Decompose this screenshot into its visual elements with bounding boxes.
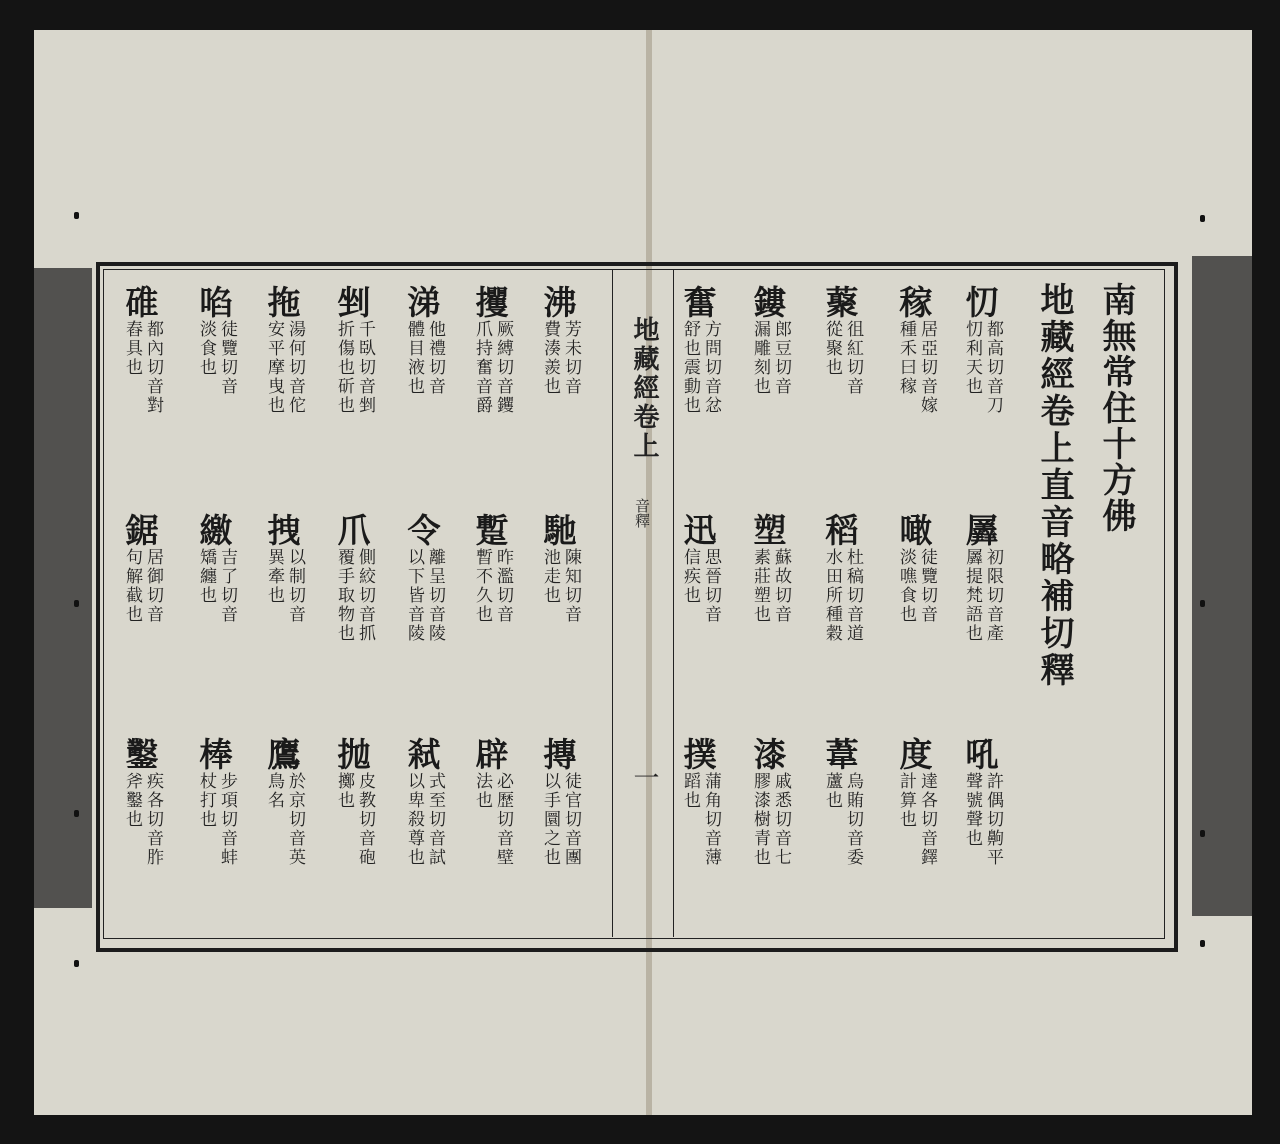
gloss-line: 皮教切音砲 [355,772,375,867]
gloss-text [196,548,236,624]
gloss-line: 擲也 [334,772,354,810]
gloss-line: 蘆也 [822,772,842,810]
gloss-line: 都高切音刀 [983,320,1003,415]
gloss-line: 側絞切音抓 [355,548,375,643]
gloss-line: 費湊羨也 [540,320,560,396]
gloss-entry [334,283,375,415]
gloss-text [540,772,580,867]
gloss-entry [472,511,513,624]
gloss-line: 法也 [472,772,492,810]
gloss-entry [472,283,513,415]
gloss-entry [196,735,237,867]
gloss-text [750,772,790,867]
gloss-entry [264,511,305,624]
headword: 奮 [683,283,717,322]
gloss-entry [896,283,937,415]
headword: 攫 [475,283,509,322]
gloss-text [896,772,936,867]
headword: 辟 [475,735,509,774]
gloss-text [896,320,936,415]
gloss-text [822,548,862,643]
gloss-line: 烏賄切音委 [843,772,863,867]
gloss-text [404,548,444,643]
gloss-text [264,548,304,624]
headword: 吼 [965,735,999,774]
gloss-text [334,772,374,867]
gloss-line: 達各切音鐸 [917,772,937,867]
gloss-line: 厥縛切音钁 [493,320,513,415]
headword: 塑 [753,511,787,550]
gloss-line: 徒官切音團 [561,772,581,867]
gloss-entry [822,511,863,643]
gloss-entry [540,735,581,867]
gloss-line: 居亞切音嫁 [917,320,937,415]
gloss-line: 以手圜之也 [540,772,560,867]
gloss-line: 戚悉切音七 [771,772,791,867]
gloss-line: 湯何切音佗 [285,320,305,415]
gloss-line: 安平摩曳也 [264,320,284,415]
binding-hole [1200,215,1205,222]
gloss-line: 芳未切音 [561,320,581,396]
banxin-subtitle: 音釋 [633,498,651,528]
gloss-text [264,772,304,867]
gloss-text [122,320,162,415]
gloss-text [822,772,862,867]
gloss-entry [122,735,163,867]
gloss-entry [334,511,375,643]
gloss-line: 淡食也 [196,320,216,377]
headword: 沸 [543,283,577,322]
gloss-line: 疾各切音胙 [143,772,163,867]
gloss-entry [962,511,1003,643]
gloss-line: 徒覽切音 [217,320,237,396]
banxin-leaf-number: 一 [629,764,659,790]
headword: 抛 [337,735,371,774]
gloss-line: 居御切音 [143,548,163,624]
gloss-line: 以卑殺尊也 [404,772,424,867]
gloss-text [472,320,512,415]
headword: 度 [899,735,933,774]
binding-hole [74,212,79,219]
gloss-text [334,320,374,415]
headword: 爪 [337,511,371,550]
gloss-line: 以下皆音陵 [404,548,424,643]
headword: 碓 [125,283,159,322]
gloss-text [962,320,1002,415]
gloss-text [962,548,1002,643]
headword: 鷹 [267,735,301,774]
gloss-entry [822,735,863,867]
headword: 鑿 [125,735,159,774]
gloss-line: 杖打也 [196,772,216,829]
right-ink-edge [1192,256,1252,916]
gloss-line: 他禮切音 [425,320,445,396]
gloss-line: 折傷也斫也 [334,320,354,415]
gloss-entry [404,511,445,643]
headword: 稻 [825,511,859,550]
gloss-entry [334,735,375,867]
gloss-line: 體目液也 [404,320,424,396]
gloss-line: 舂具也 [122,320,142,377]
gloss-text [196,772,236,867]
gloss-line: 鳥名 [264,772,284,810]
gloss-line: 蘇故切音 [771,548,791,624]
headword: 拽 [267,511,301,550]
binding-hole [1200,600,1205,607]
gloss-line: 千臥切音剉 [355,320,375,415]
headword: 羼 [965,511,999,550]
gloss-text [750,320,790,396]
gloss-line: 池走也 [540,548,560,605]
gloss-line: 昨濫切音 [493,548,513,624]
headword: 令 [407,511,441,550]
gloss-line: 膠漆樹青也 [750,772,770,867]
gloss-entry [750,283,791,396]
gloss-text [896,548,936,624]
gloss-entry [196,511,237,624]
gloss-text [196,320,236,396]
gloss-entry [540,511,581,624]
binding-hole [1200,940,1205,947]
headword: 馳 [543,511,577,550]
headword: 藂 [825,283,859,322]
binding-hole [1200,830,1205,837]
gloss-text [264,320,304,415]
gloss-entry [264,735,305,867]
gloss-entry [750,735,791,867]
gloss-line: 方問切音忿 [701,320,721,415]
gloss-text [680,772,720,867]
gloss-entry [822,283,863,396]
gloss-entry [122,511,163,624]
gloss-line: 從聚也 [822,320,842,377]
gloss-line: 計算也 [896,772,916,829]
gloss-line: 斧鑿也 [122,772,142,829]
gloss-text [334,548,374,643]
gloss-line: 覆手取物也 [334,548,354,643]
binding-hole [74,810,79,817]
gloss-line: 種禾曰稼 [896,320,916,396]
gloss-text [404,320,444,396]
gloss-line: 舒也震動也 [680,320,700,415]
gloss-line: 式至切音試 [425,772,445,867]
gloss-line: 水田所種穀 [822,548,842,643]
gloss-line: 初限切音產 [983,548,1003,643]
gloss-text [540,320,580,396]
headword: 忉 [965,283,999,322]
gloss-text [962,772,1002,867]
gloss-line: 以制切音 [285,548,305,624]
gloss-entry [122,283,163,415]
headword: 拖 [267,283,301,322]
gloss-entry [962,283,1003,415]
headword: 剉 [337,283,371,322]
gloss-line: 思晉切音 [701,548,721,624]
headword: 涕 [407,283,441,322]
gloss-line: 異牽也 [264,548,284,605]
headword: 葦 [825,735,859,774]
gloss-entry [896,735,937,867]
gloss-line: 句解截也 [122,548,142,624]
gloss-text [122,548,162,624]
gloss-line: 蹈也 [680,772,700,810]
gloss-line: 忉利天也 [962,320,982,396]
headword: 摶 [543,735,577,774]
gloss-entry [750,511,791,624]
gloss-line: 都內切音對 [143,320,163,415]
headword: 棒 [199,735,233,774]
gloss-line: 於京切音英 [285,772,305,867]
headword: 啗 [199,283,233,322]
headword: 鏤 [753,283,787,322]
gloss-line: 陳知切音 [561,548,581,624]
gloss-line: 爪持奮音爵 [472,320,492,415]
gloss-entry [264,283,305,415]
headword: 鋸 [125,511,159,550]
binding-hole [74,600,79,607]
gloss-entry [680,735,721,867]
invocation-heading: 南無常住十方佛 [1096,282,1136,534]
gloss-text [680,320,720,415]
gloss-text [472,772,512,867]
headword: 噉 [899,511,933,550]
gloss-entry [472,735,513,867]
gloss-text [540,548,580,624]
headword: 繳 [199,511,233,550]
gloss-entry [404,283,445,396]
gloss-line: 聲號聲也 [962,772,982,848]
headword: 稼 [899,283,933,322]
gloss-entry [540,283,581,396]
gloss-line: 蒲角切音薄 [701,772,721,867]
gloss-line: 矯纏也 [196,548,216,605]
gloss-line: 杜稿切音道 [843,548,863,643]
headword: 弒 [407,735,441,774]
headword: 蹔 [475,511,509,550]
gloss-entry [196,283,237,396]
gloss-line: 漏雕刻也 [750,320,770,396]
gloss-line: 信疾也 [680,548,700,605]
gloss-line: 離呈切音陵 [425,548,445,643]
gloss-entry [896,511,937,624]
gloss-line: 郎豆切音 [771,320,791,396]
gloss-line: 羼提梵語也 [962,548,982,643]
gloss-text [404,772,444,867]
headword: 漆 [753,735,787,774]
banxin-title: 地藏經卷上 [629,316,659,461]
gloss-line: 吉了切音 [217,548,237,624]
headword: 迅 [683,511,717,550]
page-title: 地藏經卷上直音略補切釋 [1034,282,1074,689]
headword: 撲 [683,735,717,774]
gloss-text [122,772,162,867]
gloss-text [822,320,862,396]
gloss-line: 暫不久也 [472,548,492,624]
left-ink-edge [34,268,92,908]
gloss-line: 徒覽切音 [917,548,937,624]
gloss-entry [962,735,1003,867]
gloss-line: 許偶切齁平 [983,772,1003,867]
gloss-line: 必歷切音壁 [493,772,513,867]
gloss-line: 徂紅切音 [843,320,863,396]
binding-hole [74,960,79,967]
gloss-entry [680,283,721,415]
gloss-line: 步項切音蚌 [217,772,237,867]
gloss-line: 素莊塑也 [750,548,770,624]
gloss-text [680,548,720,624]
gloss-text [472,548,512,624]
gloss-entry [404,735,445,867]
gloss-line: 淡噍食也 [896,548,916,624]
gloss-text [750,548,790,624]
gloss-entry [680,511,721,624]
